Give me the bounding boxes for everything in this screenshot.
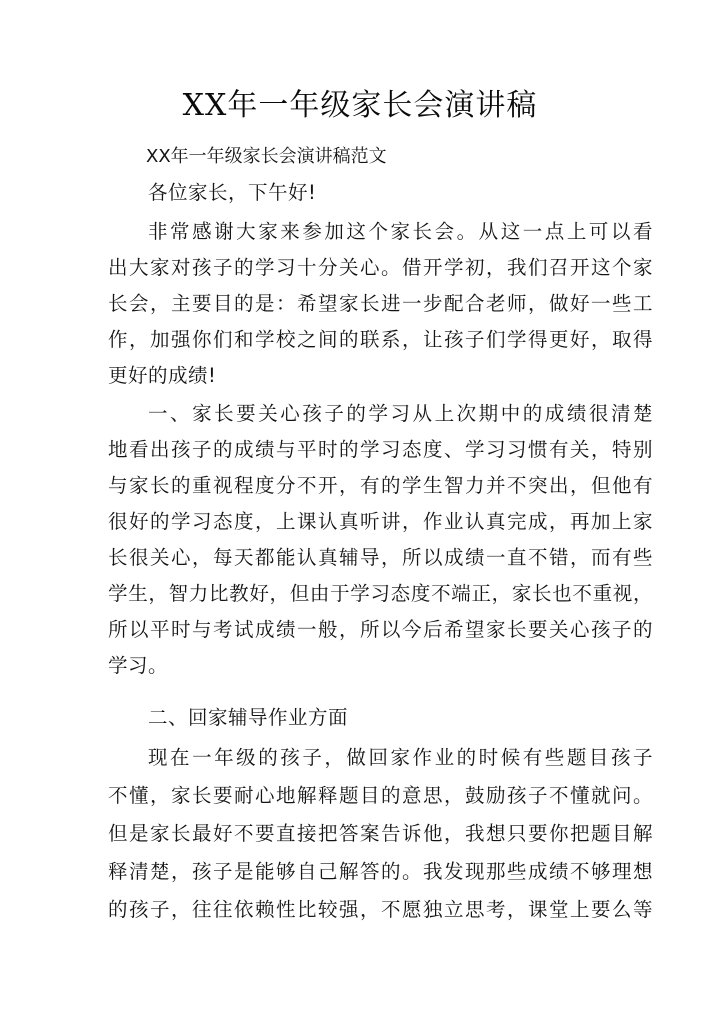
document-subtitle: XX年一年级家长会演讲稿范文: [146, 146, 387, 167]
document-title: XX年一年级家长会演讲稿: [182, 88, 538, 123]
greeting: 各位家长，下午好!: [148, 181, 317, 204]
paragraph-line: 但是家长最好不要直接把答案告诉他，我想只要你把题目解: [108, 822, 653, 845]
paragraph-line: 长很关心，每天都能认真辅导，所以成绩一直不错，而有些: [108, 546, 653, 569]
paragraph-line: 学习。: [108, 654, 169, 677]
paragraph-line: 现在一年级的孩子，做回家作业的时候有些题目孩子: [148, 746, 653, 769]
paragraph-line: 长会，主要目的是：希望家长进一步配合老师，做好一些工: [108, 292, 653, 315]
paragraph-line: 很好的学习态度，上课认真听讲，作业认真完成，再加上家: [108, 510, 653, 533]
paragraph-line: 一、家长要关心孩子的学习从上次期中的成绩很清楚: [148, 402, 653, 425]
paragraph-line: 所以平时与考试成绩一般，所以今后希望家长要关心孩子的: [108, 618, 653, 641]
paragraph-line: 不懂，家长要耐心地解释题目的意思，鼓励孩子不懂就问。: [108, 784, 653, 807]
paragraph-line: 出大家对孩子的学习十分关心。借开学初，我们召开这个家: [108, 256, 653, 279]
paragraph-line: 更好的成绩!: [108, 364, 217, 387]
section-heading: 二、回家辅导作业方面: [148, 706, 349, 729]
paragraph-line: 非常感谢大家来参加这个家长会。从这一点上可以看: [148, 220, 653, 243]
paragraph-line: 作，加强你们和学校之间的联系，让孩子们学得更好，取得: [108, 328, 653, 351]
paragraph-line: 的孩子，往往依赖性比较强，不愿独立思考，课堂上要么等: [108, 898, 653, 921]
paragraph-line: 学生，智力比教好，但由于学习态度不端正，家长也不重视，: [108, 582, 653, 605]
paragraph-line: 地看出孩子的成绩与平时的学习态度、学习习惯有关，特别: [108, 438, 653, 461]
paragraph-line: 与家长的重视程度分不开，有的学生智力并不突出，但他有: [108, 474, 653, 497]
paragraph-line: 释清楚，孩子是能够自己解答的。我发现那些成绩不够理想: [108, 860, 653, 883]
